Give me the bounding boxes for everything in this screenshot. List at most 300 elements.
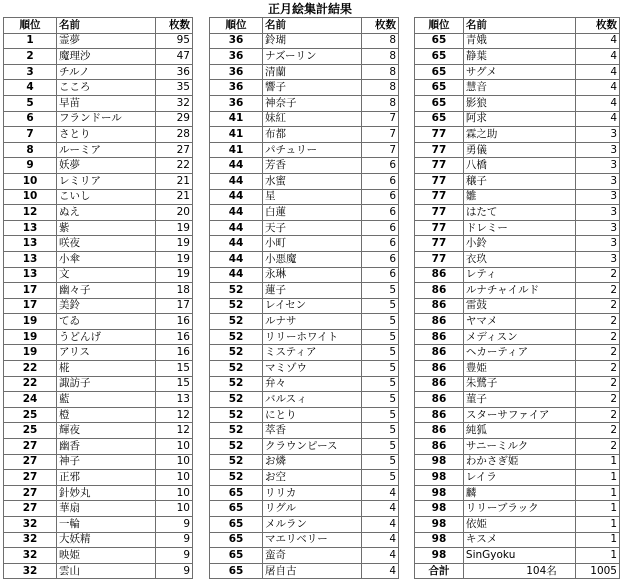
name-cell: 萃香 — [263, 423, 362, 439]
table-row — [210, 548, 399, 564]
name-cell: 小悪魔 — [263, 251, 362, 267]
rank-cell: 77 — [415, 220, 464, 236]
name-cell: こころ — [57, 80, 156, 96]
rank-cell: 36 — [210, 49, 263, 65]
rank-cell: 44 — [210, 189, 263, 205]
table-row — [4, 251, 193, 267]
table-row — [4, 563, 193, 579]
table-row — [210, 439, 399, 455]
name-cell: お燐 — [263, 454, 362, 470]
rank-cell: 52 — [210, 329, 263, 345]
votes-cell: 5 — [362, 470, 399, 486]
votes-cell: 95 — [156, 33, 193, 49]
table-row — [4, 173, 193, 189]
name-cell: はたて — [463, 205, 575, 221]
name-cell: マミゾウ — [263, 361, 362, 377]
votes-cell: 2 — [575, 345, 619, 361]
table-row — [210, 470, 399, 486]
votes-cell: 8 — [362, 95, 399, 111]
table-row — [4, 142, 193, 158]
table-row — [210, 49, 399, 65]
rank-cell: 65 — [415, 49, 464, 65]
name-cell: 天子 — [263, 220, 362, 236]
rank-cell: 65 — [210, 563, 263, 579]
rank-cell: 86 — [415, 361, 464, 377]
name-cell: ぬえ — [57, 205, 156, 221]
name-cell: ルナサ — [263, 314, 362, 330]
rank-cell: 52 — [210, 345, 263, 361]
rank-cell: 77 — [415, 158, 464, 174]
table-row — [415, 361, 620, 377]
votes-cell: 8 — [362, 49, 399, 65]
rank-cell: 4 — [4, 80, 57, 96]
votes-cell: 16 — [156, 329, 193, 345]
table-row — [4, 407, 193, 423]
votes-cell: 7 — [362, 127, 399, 143]
header-row — [210, 18, 399, 34]
table-row — [415, 532, 620, 548]
name-cell: スターサファイア — [463, 407, 575, 423]
rank-cell: 52 — [210, 314, 263, 330]
votes-cell: 6 — [362, 251, 399, 267]
rank-cell: 44 — [210, 158, 263, 174]
rank-cell: 36 — [210, 95, 263, 111]
name-cell: 妹紅 — [263, 111, 362, 127]
rank-cell: 86 — [415, 376, 464, 392]
votes-cell: 10 — [156, 454, 193, 470]
name-cell: パチュリー — [263, 142, 362, 158]
votes-cell: 4 — [362, 532, 399, 548]
name-cell: アリス — [57, 345, 156, 361]
rank-cell: 19 — [4, 345, 57, 361]
rank-header: 順位 — [415, 18, 464, 34]
name-cell: リリーブラック — [463, 501, 575, 517]
votes-cell: 2 — [575, 423, 619, 439]
votes-cell: 35 — [156, 80, 193, 96]
rank-cell: 65 — [210, 532, 263, 548]
rank-cell: 19 — [4, 329, 57, 345]
name-cell: 影狼 — [463, 95, 575, 111]
rank-cell: 36 — [210, 80, 263, 96]
rank-cell: 65 — [415, 95, 464, 111]
rank-cell: 7 — [4, 127, 57, 143]
table-row — [4, 80, 193, 96]
table-row — [210, 423, 399, 439]
table-row — [4, 236, 193, 252]
name-cell: 諏訪子 — [57, 376, 156, 392]
votes-cell: 6 — [362, 220, 399, 236]
table-row — [415, 111, 620, 127]
name-cell: 屠自古 — [263, 563, 362, 579]
votes-cell: 13 — [156, 392, 193, 408]
rank-cell: 65 — [415, 33, 464, 49]
votes-cell: 10 — [156, 439, 193, 455]
rank-cell: 52 — [210, 361, 263, 377]
votes-cell: 5 — [362, 361, 399, 377]
table-row — [415, 158, 620, 174]
table-row — [210, 173, 399, 189]
votes-cell: 8 — [362, 33, 399, 49]
votes-cell: 2 — [575, 376, 619, 392]
votes-cell: 16 — [156, 314, 193, 330]
name-cell: 椛 — [57, 361, 156, 377]
rank-cell: 52 — [210, 439, 263, 455]
votes-cell: 5 — [362, 439, 399, 455]
ranking-table-3 — [414, 17, 620, 579]
rank-cell: 86 — [415, 345, 464, 361]
rank-cell: 52 — [210, 376, 263, 392]
rank-cell: 77 — [415, 173, 464, 189]
rank-cell: 52 — [210, 470, 263, 486]
votes-cell: 5 — [362, 423, 399, 439]
votes-cell: 2 — [575, 298, 619, 314]
table-row — [210, 236, 399, 252]
name-cell: 鈴瑚 — [263, 33, 362, 49]
table-row — [210, 517, 399, 533]
table-row — [415, 142, 620, 158]
name-cell: 弁々 — [263, 376, 362, 392]
votes-cell: 1 — [575, 454, 619, 470]
table-row — [210, 111, 399, 127]
rank-cell: 41 — [210, 111, 263, 127]
name-cell: 早苗 — [57, 95, 156, 111]
rank-cell: 24 — [4, 392, 57, 408]
name-cell: ヤマメ — [463, 314, 575, 330]
votes-cell: 28 — [156, 127, 193, 143]
table-row — [4, 423, 193, 439]
name-cell: うどんげ — [57, 329, 156, 345]
table-row — [4, 517, 193, 533]
table-row — [415, 33, 620, 49]
table-row — [4, 283, 193, 299]
rank-cell: 86 — [415, 407, 464, 423]
table-row — [210, 267, 399, 283]
name-cell: リグル — [263, 501, 362, 517]
name-cell: 橙 — [57, 407, 156, 423]
votes-cell: 4 — [362, 485, 399, 501]
votes-cell: 5 — [362, 298, 399, 314]
rank-cell: 98 — [415, 501, 464, 517]
name-cell: 霊夢 — [57, 33, 156, 49]
total-count: 104名 — [463, 563, 575, 579]
rank-cell: 1 — [4, 33, 57, 49]
name-cell: 輝夜 — [57, 423, 156, 439]
name-cell: 神子 — [57, 454, 156, 470]
table-row — [415, 454, 620, 470]
rank-cell: 27 — [4, 485, 57, 501]
votes-cell: 21 — [156, 173, 193, 189]
rank-cell: 86 — [415, 392, 464, 408]
table-row — [415, 314, 620, 330]
rank-cell: 86 — [415, 314, 464, 330]
name-cell: 水蜜 — [263, 173, 362, 189]
rank-cell: 10 — [4, 173, 57, 189]
name-header: 名前 — [263, 18, 362, 34]
rank-cell: 98 — [415, 517, 464, 533]
table-row — [210, 158, 399, 174]
votes-cell: 4 — [362, 517, 399, 533]
table-row — [415, 80, 620, 96]
votes-cell: 4 — [575, 49, 619, 65]
table-row — [210, 64, 399, 80]
table-row — [4, 189, 193, 205]
table-row — [4, 501, 193, 517]
votes-cell: 15 — [156, 361, 193, 377]
votes-cell: 6 — [362, 189, 399, 205]
table-row — [210, 205, 399, 221]
name-cell: レミリア — [57, 173, 156, 189]
name-cell: 慧音 — [463, 80, 575, 96]
table-row — [4, 158, 193, 174]
table-row — [4, 127, 193, 143]
name-cell: 阿求 — [463, 111, 575, 127]
table-row — [210, 283, 399, 299]
name-cell: 大妖精 — [57, 532, 156, 548]
header-row — [415, 18, 620, 34]
table-row — [415, 392, 620, 408]
name-cell: 文 — [57, 267, 156, 283]
votes-cell: 7 — [362, 111, 399, 127]
votes-cell: 6 — [362, 236, 399, 252]
votes-cell: 6 — [362, 173, 399, 189]
votes-cell: 3 — [575, 220, 619, 236]
rank-cell: 52 — [210, 283, 263, 299]
votes-cell: 4 — [575, 80, 619, 96]
name-cell: 小鈴 — [463, 236, 575, 252]
name-cell: 妖夢 — [57, 158, 156, 174]
rank-cell: 65 — [210, 548, 263, 564]
name-cell: 小町 — [263, 236, 362, 252]
rank-cell: 44 — [210, 251, 263, 267]
rank-cell: 52 — [210, 298, 263, 314]
page-title: 正月絵集計結果 — [267, 2, 352, 16]
name-cell: メディスン — [463, 329, 575, 345]
name-cell: 霖之助 — [463, 127, 575, 143]
votes-cell: 29 — [156, 111, 193, 127]
votes-cell: 8 — [362, 64, 399, 80]
votes-cell: 2 — [575, 329, 619, 345]
votes-cell: 3 — [575, 127, 619, 143]
name-cell: 衣玖 — [463, 251, 575, 267]
name-cell: 朱鷺子 — [463, 376, 575, 392]
votes-cell: 5 — [362, 454, 399, 470]
rank-cell: 52 — [210, 407, 263, 423]
rank-cell: 27 — [4, 470, 57, 486]
rank-cell: 32 — [4, 548, 57, 564]
name-cell: 雛 — [463, 189, 575, 205]
votes-cell: 9 — [156, 563, 193, 579]
name-cell: 純狐 — [463, 423, 575, 439]
name-cell: ルーミア — [57, 142, 156, 158]
name-cell: レイラ — [463, 470, 575, 486]
rank-cell: 12 — [4, 205, 57, 221]
table-row — [210, 329, 399, 345]
votes-cell: 47 — [156, 49, 193, 65]
rank-cell: 86 — [415, 283, 464, 299]
table-row — [210, 532, 399, 548]
name-cell: 麟 — [463, 485, 575, 501]
table-row — [210, 485, 399, 501]
votes-cell: 4 — [362, 501, 399, 517]
rank-cell: 41 — [210, 142, 263, 158]
rank-cell: 8 — [4, 142, 57, 158]
table-row — [415, 205, 620, 221]
votes-cell: 1 — [575, 532, 619, 548]
table-row — [210, 361, 399, 377]
rank-cell: 36 — [210, 64, 263, 80]
votes-cell: 3 — [575, 236, 619, 252]
name-cell: バルスィ — [263, 392, 362, 408]
votes-cell: 17 — [156, 298, 193, 314]
table-row — [4, 548, 193, 564]
name-cell: 布都 — [263, 127, 362, 143]
table-row — [4, 64, 193, 80]
rank-cell: 3 — [4, 64, 57, 80]
name-cell: 星 — [263, 189, 362, 205]
rank-cell: 13 — [4, 251, 57, 267]
table-row — [415, 517, 620, 533]
votes-cell: 3 — [575, 173, 619, 189]
ranking-table-2 — [209, 17, 399, 579]
votes-cell: 2 — [575, 407, 619, 423]
votes-cell: 19 — [156, 236, 193, 252]
total-votes: 1005 — [575, 563, 619, 579]
name-cell: マエリベリー — [263, 532, 362, 548]
name-cell: メルラン — [263, 517, 362, 533]
table-row — [415, 501, 620, 517]
rank-cell: 10 — [4, 189, 57, 205]
votes-cell: 4 — [362, 563, 399, 579]
rank-cell: 86 — [415, 298, 464, 314]
rank-cell: 86 — [415, 329, 464, 345]
rank-cell: 27 — [4, 454, 57, 470]
rank-cell: 86 — [415, 267, 464, 283]
table-row — [4, 376, 193, 392]
rank-cell: 36 — [210, 33, 263, 49]
table-row — [210, 95, 399, 111]
votes-cell: 6 — [362, 158, 399, 174]
rank-cell: 52 — [210, 423, 263, 439]
table-row — [210, 454, 399, 470]
rank-cell: 86 — [415, 423, 464, 439]
rank-cell: 86 — [415, 439, 464, 455]
table-row — [415, 49, 620, 65]
total-row — [415, 563, 620, 579]
name-cell: てゐ — [57, 314, 156, 330]
rank-cell: 77 — [415, 205, 464, 221]
votes-cell: 12 — [156, 407, 193, 423]
votes-cell: 1 — [575, 517, 619, 533]
name-cell: 雲山 — [57, 563, 156, 579]
name-cell: 豊姫 — [463, 361, 575, 377]
table-row — [210, 127, 399, 143]
votes-cell: 5 — [362, 376, 399, 392]
table-row — [210, 345, 399, 361]
table-row — [4, 298, 193, 314]
name-cell: ヘカーティア — [463, 345, 575, 361]
votes-cell: 4 — [575, 95, 619, 111]
table-row — [4, 95, 193, 111]
votes-cell: 6 — [362, 205, 399, 221]
table-row — [210, 407, 399, 423]
votes-cell: 4 — [575, 111, 619, 127]
name-cell: 華扇 — [57, 501, 156, 517]
name-cell: キスメ — [463, 532, 575, 548]
name-cell: レティ — [463, 267, 575, 283]
votes-cell: 5 — [362, 329, 399, 345]
table-row — [210, 392, 399, 408]
votes-cell: 1 — [575, 485, 619, 501]
rank-cell: 52 — [210, 392, 263, 408]
name-cell: フランドール — [57, 111, 156, 127]
rank-cell: 65 — [415, 111, 464, 127]
table-row — [415, 548, 620, 564]
name-cell: サグメ — [463, 64, 575, 80]
table-row — [415, 423, 620, 439]
votes-cell: 1 — [575, 470, 619, 486]
name-cell: 永琳 — [263, 267, 362, 283]
rank-cell: 98 — [415, 485, 464, 501]
table-row — [210, 501, 399, 517]
votes-cell: 3 — [575, 251, 619, 267]
table-row — [415, 485, 620, 501]
table-row — [210, 563, 399, 579]
votes-cell: 3 — [575, 189, 619, 205]
votes-cell: 3 — [575, 205, 619, 221]
rank-cell: 77 — [415, 127, 464, 143]
table-row — [415, 236, 620, 252]
table-row — [415, 173, 620, 189]
name-cell: 依姫 — [463, 517, 575, 533]
name-cell: お空 — [263, 470, 362, 486]
name-cell: 蛮奇 — [263, 548, 362, 564]
rank-cell: 32 — [4, 517, 57, 533]
rank-cell: 44 — [210, 267, 263, 283]
name-cell: わかさぎ姫 — [463, 454, 575, 470]
rank-cell: 13 — [4, 267, 57, 283]
table-row — [415, 220, 620, 236]
votes-cell: 5 — [362, 314, 399, 330]
rank-cell: 77 — [415, 142, 464, 158]
votes-cell: 36 — [156, 64, 193, 80]
name-cell: リリカ — [263, 485, 362, 501]
name-cell: 勇儀 — [463, 142, 575, 158]
votes-cell: 18 — [156, 283, 193, 299]
table-row — [4, 267, 193, 283]
rank-cell: 32 — [4, 563, 57, 579]
table-row — [4, 49, 193, 65]
table-row — [210, 251, 399, 267]
rank-cell: 65 — [415, 64, 464, 80]
rank-cell: 65 — [415, 80, 464, 96]
table-row — [210, 189, 399, 205]
name-cell: にとり — [263, 407, 362, 423]
name-cell: クラウンピース — [263, 439, 362, 455]
name-cell: 映姫 — [57, 548, 156, 564]
rank-cell: 17 — [4, 283, 57, 299]
name-cell: 一輪 — [57, 517, 156, 533]
rank-header: 順位 — [210, 18, 263, 34]
rank-cell: 32 — [4, 532, 57, 548]
rank-cell: 2 — [4, 49, 57, 65]
votes-cell: 4 — [575, 33, 619, 49]
votes-cell: 9 — [156, 548, 193, 564]
table-row — [415, 95, 620, 111]
name-cell: 美鈴 — [57, 298, 156, 314]
votes-cell: 19 — [156, 267, 193, 283]
name-cell: SinGyoku — [463, 548, 575, 564]
table-row — [4, 205, 193, 221]
